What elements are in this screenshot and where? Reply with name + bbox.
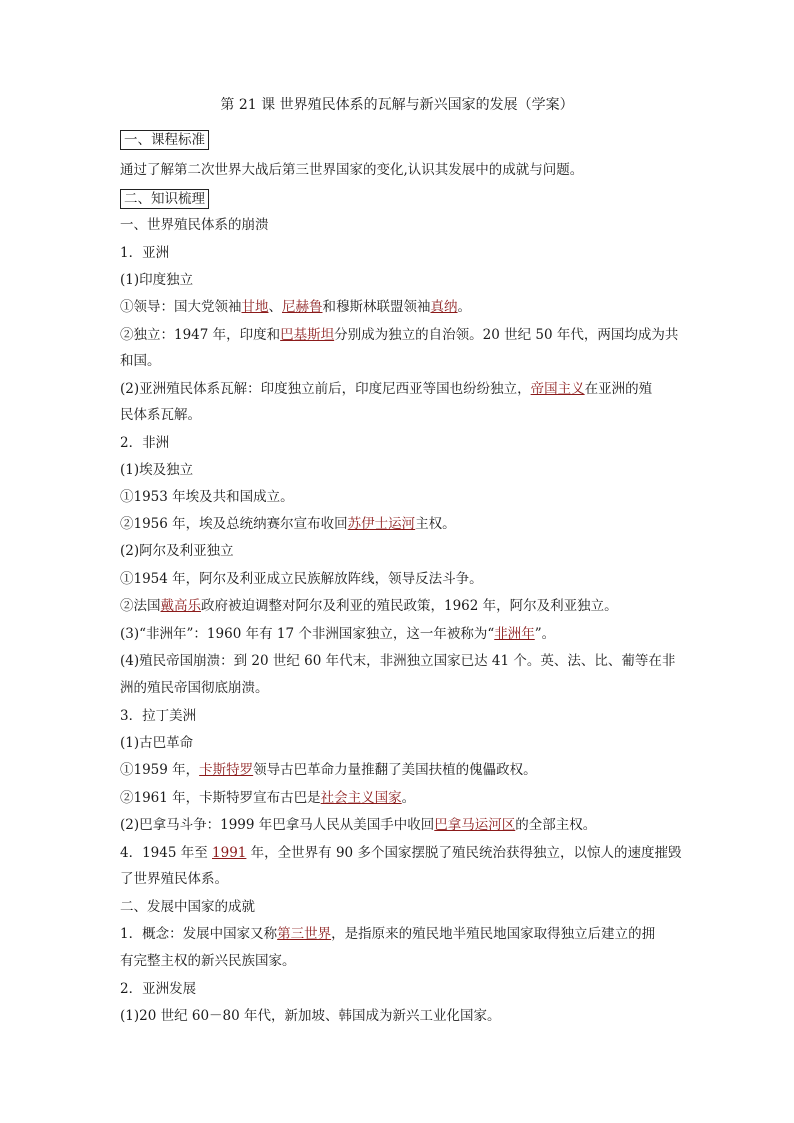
subheading-india: (1)印度独立	[120, 272, 194, 288]
paragraph-line	[120, 596, 680, 616]
key-term: 戴高乐	[160, 598, 201, 614]
paragraph-line	[120, 624, 680, 644]
text: ①1959 年，	[120, 762, 200, 778]
subheading-latin-america: 3．拉丁美洲	[120, 708, 197, 724]
section-heading-knowledge	[120, 189, 680, 209]
key-term: 帝国主义	[530, 381, 585, 397]
text: ②1961 年，卡斯特罗宣布古巴是	[120, 790, 321, 806]
text: 1．概念：发展中国家又称	[120, 926, 278, 942]
text: 、	[268, 299, 282, 315]
paragraph-line: 有完整主权的新兴民族国家。	[120, 953, 296, 969]
paragraph-line	[120, 815, 680, 835]
section-heading-curriculum-standard	[120, 130, 680, 150]
text: (3)“非洲年”：1960 年有 17 个非洲国家独立，这一年被称为“	[120, 626, 495, 642]
key-term: 非洲年	[494, 626, 535, 642]
heading-colonial-collapse: 一、世界殖民体系的崩溃	[120, 217, 269, 233]
paragraph-line	[120, 760, 680, 780]
key-term: 苏伊士运河	[347, 516, 416, 532]
text: ②法国	[120, 598, 161, 614]
paragraph-line	[120, 514, 680, 534]
key-term: 社会主义国家	[320, 790, 402, 806]
subheading-asia: 1．亚洲	[120, 245, 170, 261]
boxed-heading: 一、课程标准	[120, 130, 209, 150]
subheading-egypt: (1)埃及独立	[120, 462, 194, 478]
text: (2)亚洲殖民体系瓦解：印度独立前后，印度尼西亚等国也纷纷独立，	[120, 381, 531, 397]
paragraph-line: 民体系瓦解。	[120, 407, 201, 423]
text: 。	[457, 299, 471, 315]
text: ②独立：1947 年，印度和	[120, 327, 281, 343]
key-term: 1991	[212, 845, 247, 861]
heading-developing-achievements: 二、发展中国家的成就	[120, 899, 255, 915]
text: 主权。	[415, 516, 456, 532]
paragraph-line: (4)殖民帝国崩溃：到 20 世纪 60 年代末，非洲独立国家已达 41 个。英、法、比、葡等在非	[120, 653, 676, 669]
text: 领导古巴革命力量推翻了美国扶植的傀儡政权。	[253, 762, 537, 778]
text: (2)巴拿马斗争：1999 年巴拿马人民从美国手中收回	[120, 817, 435, 833]
text: ”。	[534, 626, 556, 642]
paragraph-line	[120, 297, 680, 317]
text: 的全部主权。	[515, 817, 597, 833]
paragraph-line	[120, 325, 680, 345]
text: ，是指原来的殖民地半殖民地国家取得独立后建立的拥	[331, 926, 656, 942]
paragraph-line	[120, 788, 680, 808]
paragraph-line	[120, 379, 680, 399]
text: 政府被迫调整对阿尔及利亚的殖民政策，1962 年，阿尔及利亚独立。	[201, 598, 618, 614]
paragraph-line: ①1954 年，阿尔及利亚成立民族解放阵线，领导反法斗争。	[120, 571, 483, 587]
text: ②1956 年，埃及总统纳赛尔宣布收回	[120, 516, 348, 532]
text: 分别成为独立的自治领。20 世纪 50 年代，两国均成为共	[334, 327, 679, 343]
paragraph-line: 和国。	[120, 353, 161, 369]
paragraph-line: (1)20 世纪 60－80 年代，新加坡、韩国成为新兴工业化国家。	[120, 1008, 501, 1024]
text: ①领导：国大党领袖	[120, 299, 242, 315]
subheading-asia-development: 2．亚洲发展	[120, 981, 197, 997]
text: 和穆斯林联盟领袖	[322, 299, 431, 315]
curriculum-standard-text: 通过了解第二次世界大战后第三世界国家的变化,认识其发展中的成就与问题。	[120, 162, 584, 178]
key-term: 真纳	[430, 299, 458, 315]
key-term: 巴基斯坦	[280, 327, 335, 343]
paragraph-line	[120, 843, 680, 863]
key-term: 第三世界	[277, 926, 332, 942]
key-term: 卡斯特罗	[199, 762, 254, 778]
page-title: 第 21 课 世界殖民体系的瓦解与新兴国家的发展（学案）	[220, 97, 574, 113]
paragraph-line	[120, 924, 680, 944]
paragraph-line: 洲的殖民帝国彻底崩溃。	[120, 680, 269, 696]
paragraph-line: ①1953 年埃及共和国成立。	[120, 489, 294, 505]
text: 4．1945 年至	[120, 845, 213, 861]
key-term: 尼赫鲁	[282, 299, 323, 315]
text: 。	[401, 790, 416, 806]
subheading-africa: 2．非洲	[120, 435, 170, 451]
key-term: 甘地	[241, 299, 269, 315]
boxed-heading: 二、知识梳理	[120, 189, 209, 209]
text: 年，全世界有 90 多个国家摆脱了殖民统治获得独立，以惊人的速度摧毁	[246, 845, 682, 861]
paragraph-line: 了世界殖民体系。	[120, 871, 228, 887]
key-term: 巴拿马运河区	[434, 817, 516, 833]
subheading-algeria: (2)阿尔及利亚独立	[120, 543, 234, 559]
subheading-cuba: (1)古巴革命	[120, 735, 194, 751]
text: 在亚洲的殖	[584, 381, 653, 397]
